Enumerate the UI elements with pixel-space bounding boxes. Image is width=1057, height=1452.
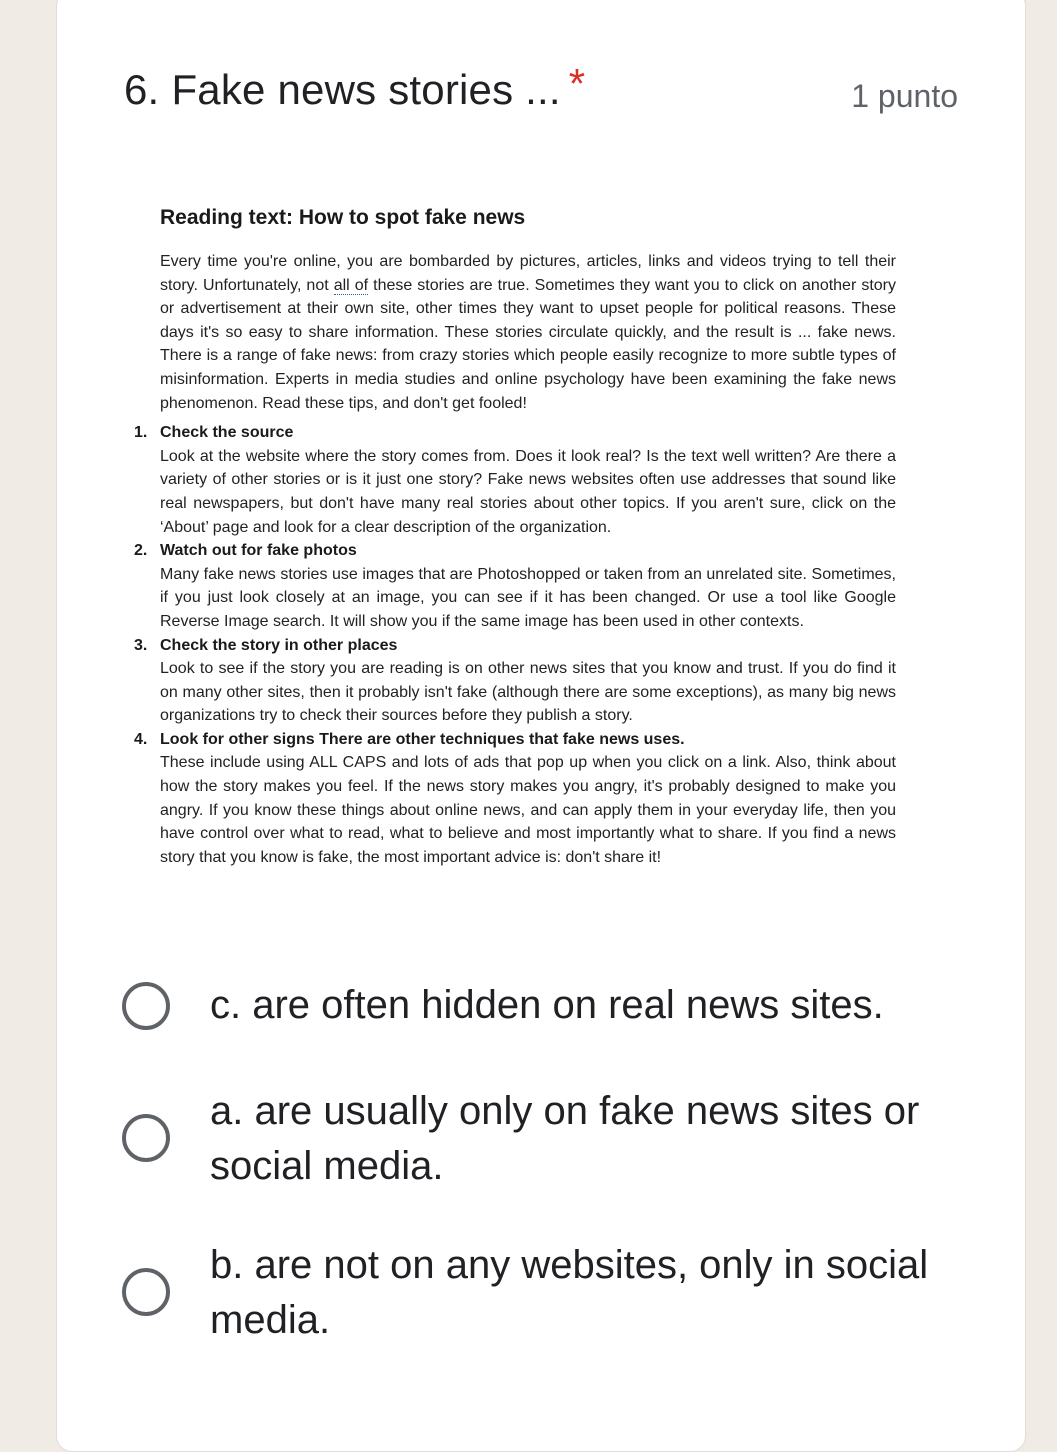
question-number: 6. xyxy=(124,66,160,113)
tip-number: 4. xyxy=(134,730,148,748)
radio-button-a[interactable] xyxy=(122,1114,170,1162)
tip-body: Look at the website where the story comes from. Does it look real? Is the text well written? Are there a variety of other stories or is it just one story? Fake news websites often use addresses that sound like real newspapers, but don't have many real stories about other topics. If you aren't sure, click on the ‘About’ page and look for a clear description of the organization. xyxy=(160,447,896,536)
tips-list xyxy=(132,421,896,869)
radio-button-b[interactable] xyxy=(122,1268,170,1316)
radio-button-c[interactable] xyxy=(122,982,170,1030)
tip-body: Look to see if the story you are reading is on other news sites that you know and trust. If you do find it on many other sites, then it probably isn't fake (although there are some exceptions), as many big news organizations try to check their sources before they publish a story. xyxy=(160,660,896,725)
tip-number: 3. xyxy=(134,636,148,654)
option-b[interactable] xyxy=(122,1238,958,1350)
option-a[interactable] xyxy=(122,1084,958,1196)
reading-title: Reading text: How to spot fake news xyxy=(160,206,526,229)
tip-number: 1. xyxy=(134,424,148,442)
intro-text-start: Every time you're online, you are bombarded by pictures, articles, links and videos trying to tell their story. Unfortunately, not xyxy=(160,253,896,294)
question-header xyxy=(124,60,958,126)
tip-item xyxy=(132,421,896,539)
tip-body: Many fake news stories use images that are Photoshopped or taken from an unrelated site. Sometimes, if you just look closely at an image, you can see if it has been changed. Or use a tool like Google Reverse Image search. It will show you if the same image has been used in other contexts. xyxy=(160,565,896,630)
tip-heading: Look for other signs There are other techniques that fake news uses. xyxy=(160,730,685,748)
tip-heading: Watch out for fake photos xyxy=(160,542,357,560)
intro-text-end: these stories are true. Sometimes they want you to click on another story or advertisement at their own site, other times they want to upset people for political reasons. These days it's so easy to share information. These stories circulate quickly, and the result is ... fake news. There is a range of fake news: from crazy stories which people easily recognize to more subtle types of misinformation. Experts in media studies and online psychology have been examining the fake news phenomenon. Read these tips, and don't get fooled! xyxy=(160,276,896,412)
option-c-label: c. are often hidden on real news sites. xyxy=(210,983,884,1027)
option-a-label: a. are usually only on fake news sites or social media. xyxy=(210,1089,920,1188)
option-c[interactable] xyxy=(122,978,958,1038)
question-points: 1 punto xyxy=(851,78,958,114)
tip-item xyxy=(132,728,896,870)
tip-item xyxy=(132,634,896,728)
option-b-label: b. are not on any websites, only in social media. xyxy=(210,1243,929,1342)
question-title xyxy=(124,60,586,114)
tip-body: These include using ALL CAPS and lots of ads that pop up when you click on a link. Also, think about how the story makes you feel. If the news story makes you angry, it's probably designed to make you angry. If you know these things about online news, and can apply them in your everyday life, then you have control over what to read, what to believe and most importantly what to share. If you find a news story that you know is fake, the most important advice is: don't share it! xyxy=(160,754,896,866)
reading-intro xyxy=(160,250,896,415)
reading-text-image xyxy=(132,200,896,869)
tip-number: 2. xyxy=(134,542,148,560)
tip-heading: Check the source xyxy=(160,424,294,442)
required-asterisk: * xyxy=(568,60,586,107)
tip-heading: Check the story in other places xyxy=(160,636,398,654)
intro-marked-text: all of xyxy=(333,276,369,294)
tip-item xyxy=(132,539,896,633)
question-text: Fake news stories ... xyxy=(171,66,561,113)
